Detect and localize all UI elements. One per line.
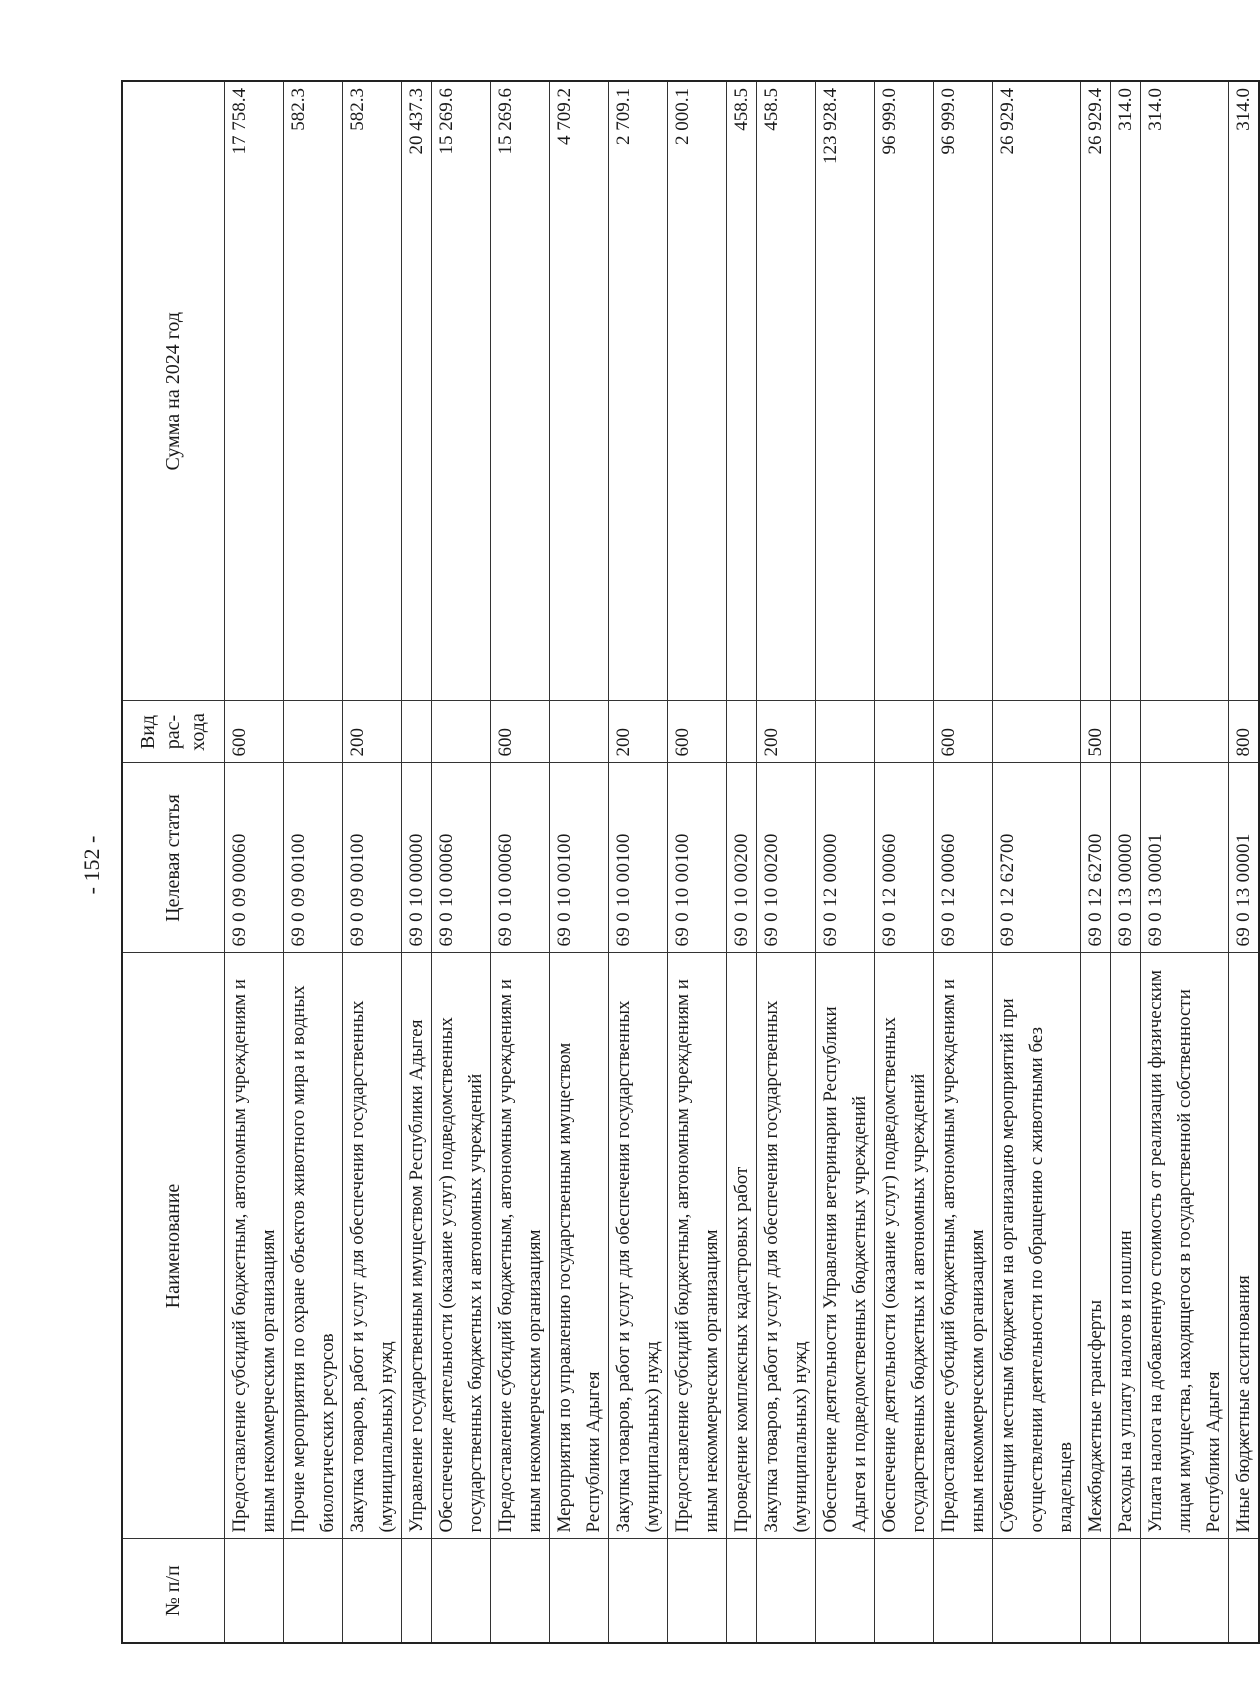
table-row (667, 81, 726, 1643)
cell-num (283, 1539, 342, 1643)
cell-code: 69 0 09 00100 (342, 763, 401, 953)
cell-num (224, 1539, 283, 1643)
cell-name: Предоставление субсидий бюджетным, автономным учреждениям и иным некоммерческим организациям (224, 953, 283, 1539)
cell-code: 69 0 13 00001 (1140, 763, 1228, 953)
cell-name: Закупка товаров, работ и услуг для обеспечения государственных (муниципальных) нужд (342, 953, 401, 1539)
header-kind: Вид рас-хода (122, 701, 224, 763)
cell-sum: 26 929.4 (1080, 81, 1110, 701)
table-body (224, 81, 1259, 1643)
cell-sum: 582.3 (342, 81, 401, 701)
cell-num (1080, 1539, 1110, 1643)
cell-name: Уплата налога на добавленную стоимость от реализации физическим лицам имущества, находящегося в государственной собственности Республики Адыгея (1140, 953, 1228, 1539)
cell-code: 69 0 09 00100 (283, 763, 342, 953)
cell-code: 69 0 10 00000 (401, 763, 431, 953)
cell-sum: 17 758.4 (224, 81, 283, 701)
cell-sum: 314.0 (1110, 81, 1140, 701)
header-code: Целевая статья (122, 763, 224, 953)
cell-name: Прочие мероприятия по охране объектов животного мира и водных биологических ресурсов (283, 953, 342, 1539)
cell-name: Проведение комплексных кадастровых работ (726, 953, 756, 1539)
table-row (726, 81, 756, 1643)
cell-kind: 500 (1080, 701, 1110, 763)
cell-num (874, 1539, 933, 1643)
table-row (1140, 81, 1228, 1643)
cell-kind (401, 701, 431, 763)
cell-code: 69 0 10 00200 (726, 763, 756, 953)
cell-sum: 20 437.3 (401, 81, 431, 701)
cell-sum: 4 709.2 (549, 81, 608, 701)
cell-name: Субвенции местным бюджетам на организацию мероприятий при осуществлении деятельности по обращению с животными без владельцев (992, 953, 1080, 1539)
cell-sum: 26 929.4 (992, 81, 1080, 701)
cell-kind: 600 (667, 701, 726, 763)
cell-num (933, 1539, 992, 1643)
cell-num (401, 1539, 431, 1643)
cell-name: Обеспечение деятельности (оказание услуг) подведомственных государственных бюджетных и автономных учреждений (874, 953, 933, 1539)
cell-sum: 2 709.1 (608, 81, 667, 701)
budget-table (121, 80, 1260, 1644)
cell-sum: 2 000.1 (667, 81, 726, 701)
cell-kind: 600 (224, 701, 283, 763)
cell-code: 69 0 12 00000 (815, 763, 874, 953)
cell-num (490, 1539, 549, 1643)
cell-num (549, 1539, 608, 1643)
table-row (756, 81, 815, 1643)
table-row (401, 81, 431, 1643)
cell-num (726, 1539, 756, 1643)
cell-num (608, 1539, 667, 1643)
cell-name: Предоставление субсидий бюджетным, автономным учреждениям и иным некоммерческим организациям (490, 953, 549, 1539)
cell-code: 69 0 13 00000 (1110, 763, 1140, 953)
cell-kind: 600 (933, 701, 992, 763)
header-sum: Сумма на 2024 год (122, 81, 224, 701)
cell-num (756, 1539, 815, 1643)
page-number: - 152 - (79, 835, 104, 895)
table-row (283, 81, 342, 1643)
cell-kind: 200 (756, 701, 815, 763)
cell-code: 69 0 10 00060 (490, 763, 549, 953)
cell-code: 69 0 10 00100 (608, 763, 667, 953)
cell-sum: 458.5 (726, 81, 756, 701)
cell-code: 69 0 12 62700 (992, 763, 1080, 953)
cell-name: Мероприятия по управлению государственным имуществом Республики Адыгея (549, 953, 608, 1539)
cell-name: Обеспечение деятельности (оказание услуг) подведомственных государственных бюджетных и автономных учреждений (431, 953, 490, 1539)
cell-name: Межбюджетные трансферты (1080, 953, 1110, 1539)
table-row (992, 81, 1080, 1643)
cell-name: Закупка товаров, работ и услуг для обеспечения государственных (муниципальных) нужд (756, 953, 815, 1539)
cell-kind (1110, 701, 1140, 763)
table-row (342, 81, 401, 1643)
header-name: Наименование (122, 953, 224, 1539)
cell-code: 69 0 12 00060 (874, 763, 933, 953)
cell-kind: 200 (342, 701, 401, 763)
cell-kind (283, 701, 342, 763)
cell-kind (726, 701, 756, 763)
cell-sum: 15 269.6 (431, 81, 490, 701)
cell-sum: 15 269.6 (490, 81, 549, 701)
rotated-table-container (121, 82, 1254, 1644)
cell-num (342, 1539, 401, 1643)
cell-num (1110, 1539, 1140, 1643)
cell-code: 69 0 12 00060 (933, 763, 992, 953)
cell-code: 69 0 10 00100 (549, 763, 608, 953)
table-row (608, 81, 667, 1643)
cell-sum: 96 999.0 (874, 81, 933, 701)
cell-num (431, 1539, 490, 1643)
table-row (933, 81, 992, 1643)
cell-sum: 314.0 (1228, 81, 1259, 701)
table-row (1228, 81, 1259, 1643)
table-row (224, 81, 283, 1643)
cell-kind (874, 701, 933, 763)
cell-kind (992, 701, 1080, 763)
table-row (1110, 81, 1140, 1643)
header-num: № п/п (122, 1539, 224, 1643)
table-row (549, 81, 608, 1643)
cell-kind (549, 701, 608, 763)
cell-name: Расходы на уплату налогов и пошлин (1110, 953, 1140, 1539)
cell-code: 69 0 10 00200 (756, 763, 815, 953)
cell-num (992, 1539, 1080, 1643)
cell-sum: 96 999.0 (933, 81, 992, 701)
cell-kind: 800 (1228, 701, 1259, 763)
cell-num (1140, 1539, 1228, 1643)
cell-sum: 458.5 (756, 81, 815, 701)
cell-kind: 200 (608, 701, 667, 763)
cell-code: 69 0 12 62700 (1080, 763, 1110, 953)
cell-num (667, 1539, 726, 1643)
cell-num (1228, 1539, 1259, 1643)
cell-name: Закупка товаров, работ и услуг для обеспечения государственных (муниципальных) нужд (608, 953, 667, 1539)
table-row (815, 81, 874, 1643)
cell-kind (815, 701, 874, 763)
cell-kind (1140, 701, 1228, 763)
cell-code: 69 0 09 00060 (224, 763, 283, 953)
cell-name: Управление государственным имуществом Республики Адыгея (401, 953, 431, 1539)
cell-kind (431, 701, 490, 763)
cell-num (815, 1539, 874, 1643)
cell-code: 69 0 13 00001 (1228, 763, 1259, 953)
cell-name: Предоставление субсидий бюджетным, автономным учреждениям и иным некоммерческим организациям (667, 953, 726, 1539)
cell-kind: 600 (490, 701, 549, 763)
cell-code: 69 0 10 00100 (667, 763, 726, 953)
table-row (490, 81, 549, 1643)
cell-sum: 123 928.4 (815, 81, 874, 701)
cell-sum: 314.0 (1140, 81, 1228, 701)
table-row (1080, 81, 1110, 1643)
cell-name: Иные бюджетные ассигнования (1228, 953, 1259, 1539)
table-row (874, 81, 933, 1643)
cell-code: 69 0 10 00060 (431, 763, 490, 953)
table-row (431, 81, 490, 1643)
cell-sum: 582.3 (283, 81, 342, 701)
table-header-row (122, 81, 224, 1643)
cell-name: Предоставление субсидий бюджетным, автономным учреждениям и иным некоммерческим организациям (933, 953, 992, 1539)
cell-name: Обеспечение деятельности Управления ветеринарии Республики Адыгея и подведомственных бюджетных учреждений (815, 953, 874, 1539)
